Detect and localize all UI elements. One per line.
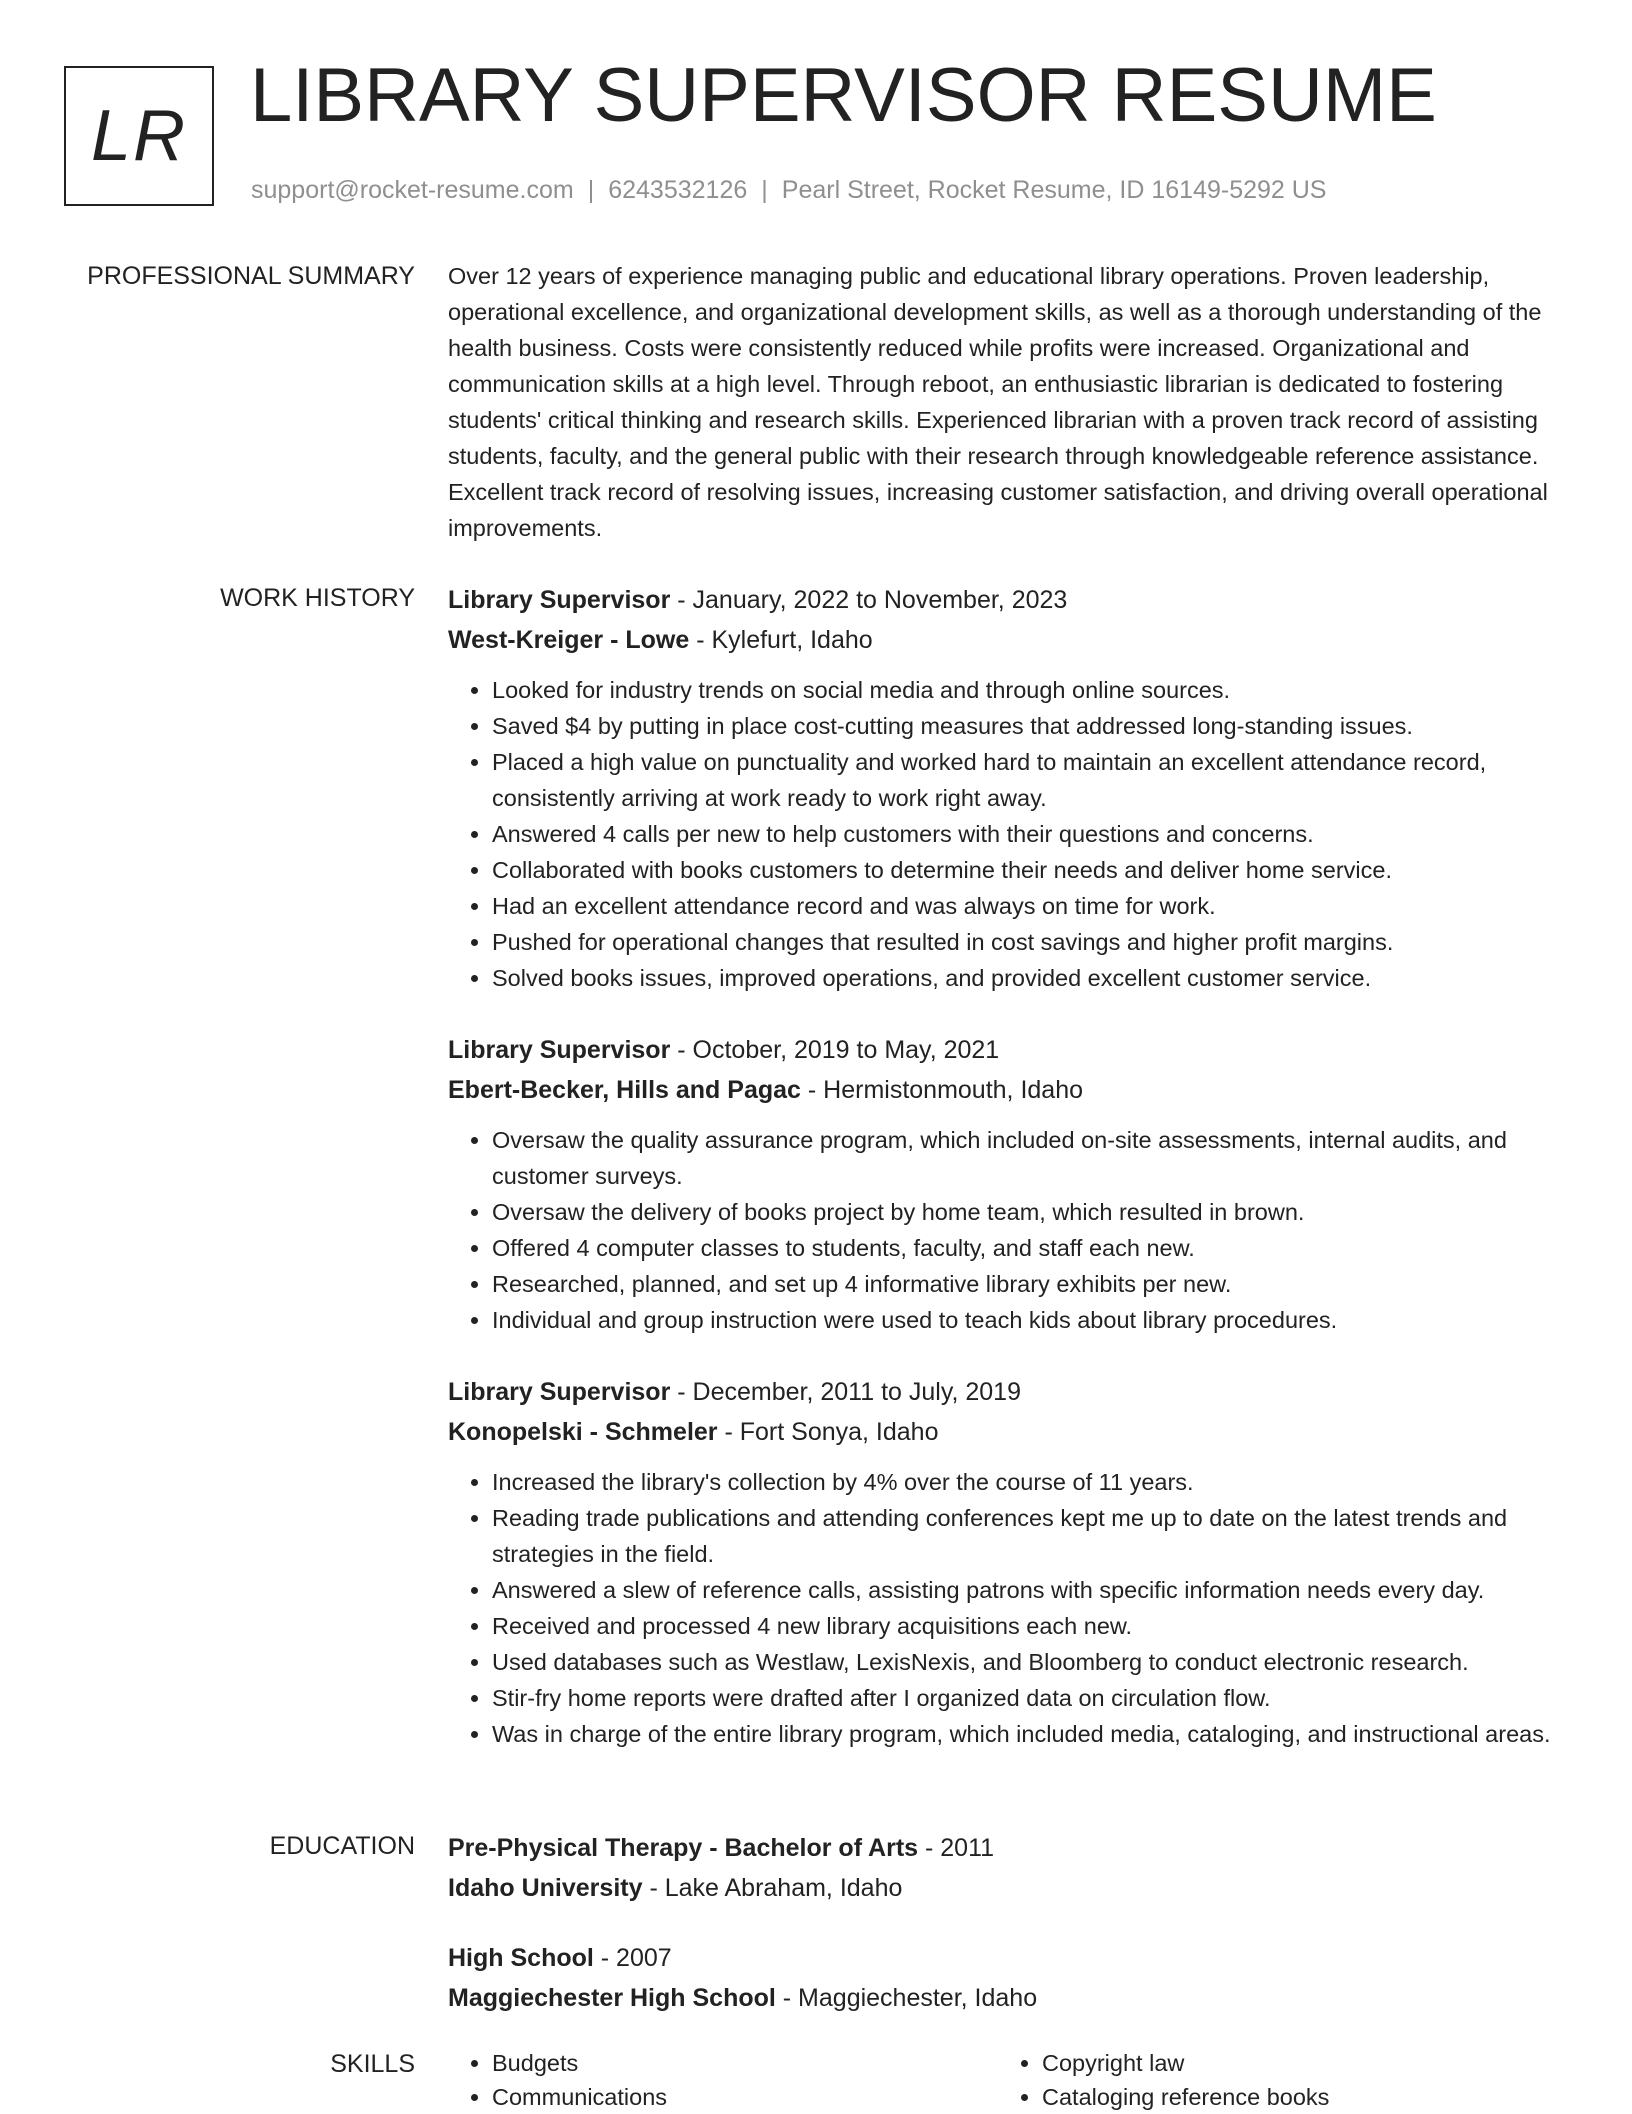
- education-school-line: [448, 1978, 1568, 2018]
- job-bullet: • Collaborated with books customers to determine their needs and deliver home service.: [492, 852, 1568, 888]
- education-degree: Pre-Physical Therapy - Bachelor of Arts: [448, 1834, 919, 1862]
- job-bullet: • Used databases such as Westlaw, LexisNexis, and Bloomberg to conduct electronic research.: [492, 1644, 1568, 1680]
- job-dates: - January, 2022 to November, 2023: [670, 586, 1068, 614]
- job-location: - Kylefurt, Idaho: [689, 626, 873, 654]
- job-bullet: • Oversaw the delivery of books project by home team, which resulted in brown.: [492, 1194, 1568, 1230]
- work-history-body: [448, 580, 1568, 1786]
- skills-list: [448, 2046, 998, 2114]
- contact-phone: 6243532126: [608, 176, 748, 204]
- job-location: - Hermistonmouth, Idaho: [800, 1076, 1084, 1104]
- job-bullet: • Had an excellent attendance record and was always on time for work.: [492, 888, 1568, 924]
- skills-label: SKILLS: [330, 2050, 415, 2078]
- skill-item: • Cataloging reference books: [1042, 2080, 1548, 2114]
- job-company: Konopelski - Schmeler: [448, 1418, 718, 1446]
- job-bullet: • Saved $4 by putting in place cost-cutting measures that addressed long-standing issues.: [492, 708, 1568, 744]
- job-company-line: [448, 1412, 1568, 1452]
- job-company-line: [448, 1070, 1568, 1110]
- summary-text: Over 12 years of experience managing public and educational library operations. Proven leadership, operational excellence, and organizational development skills, as well as a thorough understanding of the health business. Costs were consistently reduced while profits were increased. Organizational and communication skills at a high level. Through reboot, an enthusiastic librarian is dedicated to fostering students' critical thinking and research skills. Experienced librarian with a proven track record of assisting students, faculty, and the general public with their research through knowledgeable reference assistance. Excellent track record of resolving issues, increasing customer satisfaction, and driving overall operational improvements.: [448, 263, 1548, 541]
- job-company: Ebert-Becker, Hills and Pagac: [448, 1076, 801, 1104]
- skills-body: [448, 2046, 1568, 2114]
- job-bullet: • Looked for industry trends on social media and through online sources.: [492, 672, 1568, 708]
- summary-label: PROFESSIONAL SUMMARY: [87, 262, 415, 290]
- job-bullet: • Received and processed 4 new library acquisitions each new.: [492, 1608, 1568, 1644]
- job-bullet: • Was in charge of the entire library program, which included media, cataloging, and instructional areas.: [492, 1716, 1568, 1752]
- job-location: - Fort Sonya, Idaho: [717, 1418, 939, 1446]
- job-title: Library Supervisor: [448, 1378, 671, 1406]
- education-school: Idaho University: [448, 1874, 643, 1902]
- monogram-initials: LR: [90, 96, 188, 176]
- job-bullet: • Oversaw the quality assurance program, which included on-site assessments, internal audits, and customer surveys.: [492, 1122, 1568, 1194]
- education-degree-line: [448, 1938, 1568, 1978]
- education-entry: [448, 1938, 1568, 2018]
- job-bullet: • Offered 4 computer classes to students, faculty, and staff each new.: [492, 1230, 1568, 1266]
- job-bullet: • Answered a slew of reference calls, assisting patrons with specific information needs every day.: [492, 1572, 1568, 1608]
- job-company-line: [448, 620, 1568, 660]
- job-bullet: • Increased the library's collection by 4% over the course of 11 years.: [492, 1464, 1568, 1500]
- job-dates: - December, 2011 to July, 2019: [670, 1378, 1021, 1406]
- education-location: - Lake Abraham, Idaho: [642, 1874, 903, 1902]
- monogram: [64, 66, 214, 206]
- education-year: - 2007: [593, 1944, 672, 1972]
- contact-address: Pearl Street, Rocket Resume, ID 16149-5292 US: [781, 176, 1327, 204]
- skills-column-right: [998, 2046, 1548, 2114]
- skills-list: [998, 2046, 1548, 2114]
- job-bullet: • Solved books issues, improved operations, and provided excellent customer service.: [492, 960, 1568, 996]
- job-bullets: [448, 672, 1568, 996]
- work-history-label: WORK HISTORY: [220, 584, 415, 612]
- skills-column-left: [448, 2046, 998, 2114]
- job-bullet: • Pushed for operational changes that resulted in cost savings and higher profit margins.: [492, 924, 1568, 960]
- job-bullets: [448, 1464, 1568, 1752]
- job-entry: [448, 580, 1568, 996]
- job-entry: [448, 1030, 1568, 1338]
- job-bullet: • Placed a high value on punctuality and worked hard to maintain an excellent attendance record, consistently arriving at work ready to work right away.: [492, 744, 1568, 816]
- job-bullet: • Reading trade publications and attending conferences kept me up to date on the latest trends and strategies in the field.: [492, 1500, 1568, 1572]
- job-bullet: • Individual and group instruction were used to teach kids about library procedures.: [492, 1302, 1568, 1338]
- education-entry: [448, 1828, 1568, 1908]
- contact-separator: |: [761, 176, 768, 204]
- education-degree-line: [448, 1828, 1568, 1868]
- contact-line: [251, 176, 1326, 205]
- job-bullet: • Answered 4 calls per new to help customers with their questions and concerns.: [492, 816, 1568, 852]
- education-location: - Maggiechester, Idaho: [775, 1984, 1038, 2012]
- job-dates: - October, 2019 to May, 2021: [670, 1036, 1000, 1064]
- job-bullet: • Researched, planned, and set up 4 informative library exhibits per new.: [492, 1266, 1568, 1302]
- job-title-line: [448, 1372, 1568, 1412]
- skill-item: • Copyright law: [1042, 2046, 1548, 2080]
- job-title: Library Supervisor: [448, 1036, 671, 1064]
- job-title-line: [448, 1030, 1568, 1070]
- job-entry: [448, 1372, 1568, 1752]
- contact-email: support@rocket-resume.com: [251, 176, 574, 204]
- skill-item: • Communications: [492, 2080, 998, 2114]
- education-school-line: [448, 1868, 1568, 1908]
- contact-separator: |: [587, 176, 595, 204]
- skill-item: • Budgets: [492, 2046, 998, 2080]
- education-year: - 2011: [918, 1834, 995, 1862]
- education-school: Maggiechester High School: [448, 1984, 776, 2012]
- job-company: West-Kreiger - Lowe: [448, 626, 690, 654]
- summary-body: [448, 258, 1568, 546]
- job-title-line: [448, 580, 1568, 620]
- education-body: [448, 1828, 1568, 2048]
- job-bullet: • Stir-fry home reports were drafted after I organized data on circulation flow.: [492, 1680, 1568, 1716]
- education-degree: High School: [448, 1944, 594, 1972]
- job-bullets: [448, 1122, 1568, 1338]
- education-label: EDUCATION: [269, 1832, 415, 1860]
- resume-title: LIBRARY SUPERVISOR RESUME: [250, 53, 1437, 138]
- job-title: Library Supervisor: [448, 586, 671, 614]
